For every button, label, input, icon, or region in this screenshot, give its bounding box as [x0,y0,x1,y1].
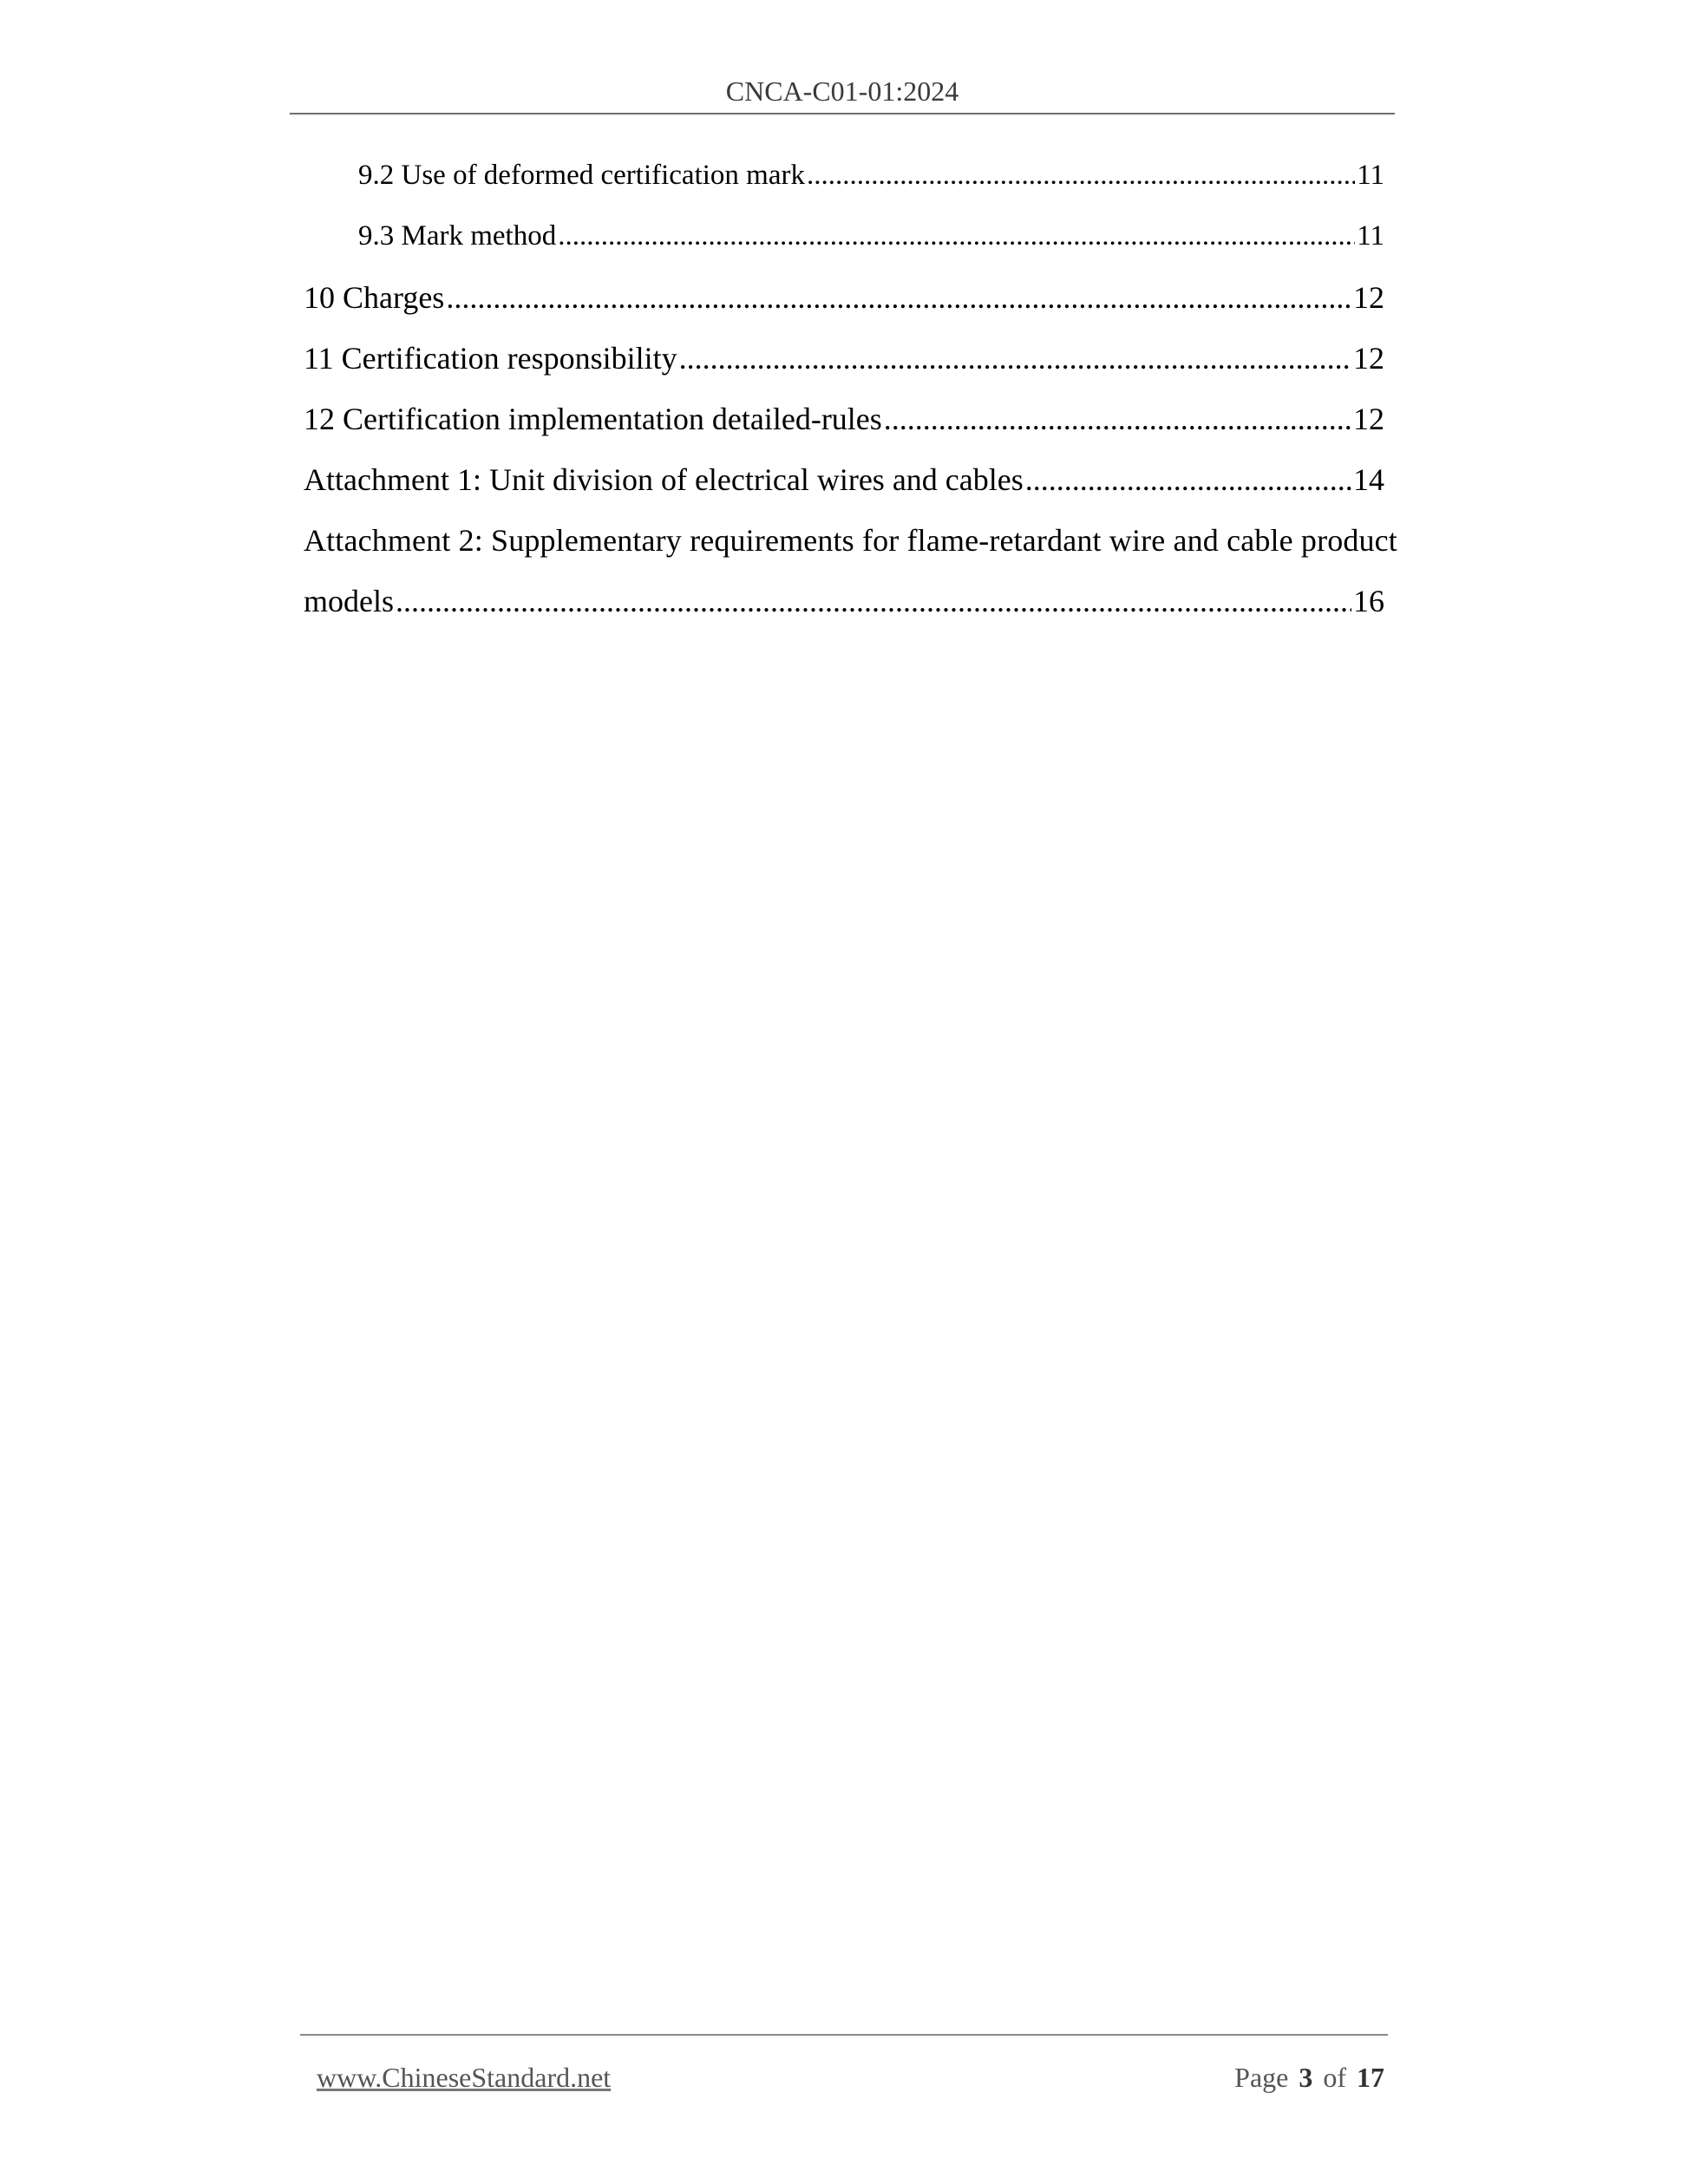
toc-entry[interactable] [304,461,1384,498]
toc-entry[interactable] [304,583,1384,619]
current-page-number: 3 [1299,2062,1313,2093]
toc-entry-title: Attachment 2: Supplementary requirements for flame-retardant wire and cable product [304,523,1397,558]
toc-entry[interactable] [304,340,1384,376]
website-link[interactable]: www.ChineseStandard.net [317,2062,612,2093]
toc-entry[interactable] [358,160,1384,192]
page-header [290,69,1395,114]
toc-entry-wrapped-first-line[interactable] [304,522,1397,559]
toc-entry-title: 10 Charges [304,280,445,315]
toc-entry[interactable] [358,220,1384,252]
toc-leader-dots [679,340,1351,376]
toc-leader-dots [558,220,1355,252]
toc-leader-dots [807,160,1355,192]
toc-leader-dots [1025,461,1351,498]
toc-entry-page: 16 [1353,584,1384,618]
toc-entry-title-continued: models [304,584,394,618]
document-code: CNCA-C01-01:2024 [725,75,959,107]
toc-entry[interactable] [304,401,1384,437]
toc-leader-dots [446,279,1351,316]
of-label: of [1323,2062,1346,2093]
toc-entry[interactable] [304,279,1384,316]
toc-entry-page: 12 [1353,402,1384,436]
toc-entry-page: 14 [1353,462,1384,497]
toc-leader-dots [884,401,1351,437]
toc-entry-title: 9.2 Use of deformed certification mark [358,160,805,191]
toc-entry-title: 11 Certification responsibility [304,341,677,376]
toc-entry-title: 12 Certification implementation detailed-rules [304,402,882,436]
toc-entry-page: 12 [1353,341,1384,376]
toc-entry-page: 11 [1357,160,1384,191]
toc-entry-page: 12 [1353,280,1384,315]
page-footer [300,2034,1388,2096]
toc-leader-dots [396,583,1351,619]
toc-entry-page: 11 [1357,220,1384,252]
page-number [1231,2062,1384,2094]
toc-entry-title: Attachment 1: Unit division of electrical wires and cables [304,462,1024,497]
total-pages-number: 17 [1357,2062,1384,2093]
toc-entry-title: 9.3 Mark method [358,220,557,252]
page-label: Page [1234,2062,1289,2093]
